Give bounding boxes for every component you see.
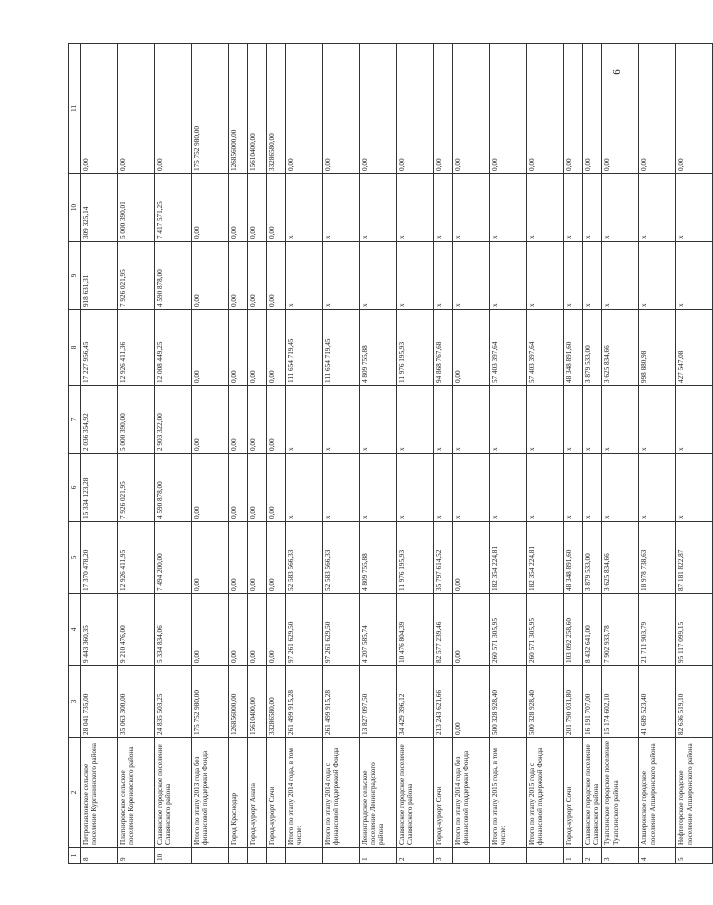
- value-cell: 0,00: [229, 242, 248, 310]
- value-cell: x: [583, 242, 602, 310]
- value-cell: x: [564, 386, 583, 454]
- value-cell: x: [527, 242, 564, 310]
- value-cell: 48 348 891,60: [564, 522, 583, 594]
- value-cell: x: [434, 174, 453, 242]
- value-cell: 0,00: [267, 454, 286, 522]
- value-cell: 7 494 200,00: [155, 522, 192, 594]
- value-cell: 4 809 755,88: [360, 310, 397, 386]
- row-number-cell: [192, 848, 229, 864]
- value-cell: x: [676, 242, 713, 310]
- value-cell: x: [323, 386, 360, 454]
- value-cell: x: [397, 386, 434, 454]
- value-cell: 7 417 571,25: [155, 174, 192, 242]
- header-cell: 7: [69, 386, 81, 454]
- value-cell: x: [323, 454, 360, 522]
- header-cell: 8: [69, 310, 81, 386]
- value-cell: 0,00: [267, 386, 286, 454]
- table-row: [118, 44, 155, 864]
- value-cell: x: [453, 174, 490, 242]
- value-cell: 3 625 834,66: [602, 522, 639, 594]
- value-cell: x: [434, 386, 453, 454]
- value-cell: 0,00: [248, 454, 267, 522]
- value-cell: 182 354 224,81: [527, 522, 564, 594]
- value-cell: 103 092 258,60: [564, 594, 583, 666]
- value-cell: x: [583, 386, 602, 454]
- page-number: 6: [610, 69, 623, 75]
- row-label-cell: Славянское городское поселение Славянского района: [397, 738, 434, 848]
- row-label-cell: Итого по этапу 2014 года, в том числе:: [286, 738, 323, 848]
- value-cell: x: [602, 174, 639, 242]
- value-cell: 0,00: [248, 594, 267, 666]
- value-cell: 0,00: [248, 174, 267, 242]
- value-cell: 4 590 878,00: [155, 242, 192, 310]
- value-cell: x: [639, 386, 676, 454]
- value-cell: 261 499 915,28: [286, 666, 323, 738]
- row-number-cell: [229, 848, 248, 864]
- value-cell: 7 902 933,78: [602, 594, 639, 666]
- table-row: [602, 44, 639, 864]
- value-cell: 0,00: [229, 174, 248, 242]
- value-cell: 111 654 719,45: [323, 310, 360, 386]
- row-number-cell: 1: [564, 848, 583, 864]
- value-cell: 0,00: [229, 594, 248, 666]
- rotated-table-container: [68, 44, 694, 864]
- value-cell: 9 443 360,35: [81, 594, 118, 666]
- value-cell: 3 625 834,66: [602, 310, 639, 386]
- value-cell: x: [527, 454, 564, 522]
- row-label-cell: Город Краснодар: [229, 738, 248, 848]
- value-cell: 34 429 396,12: [397, 666, 434, 738]
- value-cell: x: [583, 454, 602, 522]
- row-label-cell: Город-курорт Сочи: [564, 738, 583, 848]
- value-cell: 175 752 980,00: [192, 666, 229, 738]
- row-label-cell: Туапсинское городское поселение Туапсинского района: [602, 738, 639, 848]
- value-cell: 0,00: [453, 310, 490, 386]
- table-row: [490, 44, 527, 864]
- row-number-cell: [248, 848, 267, 864]
- value-cell: 126856000,00: [229, 44, 248, 174]
- value-cell: 7 926 021,95: [118, 242, 155, 310]
- value-cell: 12 926 411,36: [118, 310, 155, 386]
- row-label-cell: Петропавловское сельское поселение Курганинского района: [81, 738, 118, 848]
- value-cell: 35 797 614,52: [434, 522, 453, 594]
- row-number-cell: [267, 848, 286, 864]
- table-row: [248, 44, 267, 864]
- value-cell: 16 191 707,00: [583, 666, 602, 738]
- value-cell: 918 631,31: [81, 242, 118, 310]
- value-cell: x: [490, 174, 527, 242]
- value-cell: 2 903 322,00: [155, 386, 192, 454]
- header-cell: 5: [69, 522, 81, 594]
- value-cell: 0,00: [267, 174, 286, 242]
- value-cell: x: [639, 242, 676, 310]
- value-cell: 24 835 503,25: [155, 666, 192, 738]
- value-cell: 15 174 602,10: [602, 666, 639, 738]
- value-cell: x: [453, 454, 490, 522]
- value-cell: 213 243 621,66: [434, 666, 453, 738]
- table-row: [229, 44, 248, 864]
- value-cell: x: [453, 386, 490, 454]
- value-cell: 5 000 390,01: [118, 174, 155, 242]
- value-cell: 260 571 305,95: [490, 594, 527, 666]
- row-label-cell: Город-курорт Анапа: [248, 738, 267, 848]
- row-label-cell: Итого по этапу 2014 года с финансовой поддержкой Фонда: [323, 738, 360, 848]
- row-label-cell: Итого по этапу 2013 года без финансовой поддержки Фонда: [192, 738, 229, 848]
- value-cell: 21 711 903,79: [639, 594, 676, 666]
- value-cell: 0,00: [229, 522, 248, 594]
- row-label-cell: Город-курорт Сочи: [434, 738, 453, 848]
- value-cell: 0,00: [286, 44, 323, 174]
- table-row: [286, 44, 323, 864]
- table-row: [360, 44, 397, 864]
- value-cell: 0,00: [155, 44, 192, 174]
- value-cell: 998 880,98: [639, 310, 676, 386]
- value-cell: x: [602, 242, 639, 310]
- value-cell: 97 261 629,50: [323, 594, 360, 666]
- value-cell: 111 654 719,45: [286, 310, 323, 386]
- table-row: [397, 44, 434, 864]
- row-number-cell: 5: [676, 848, 713, 864]
- value-cell: x: [323, 174, 360, 242]
- value-cell: 33286580,00: [267, 666, 286, 738]
- value-cell: x: [602, 454, 639, 522]
- value-cell: 0,00: [602, 44, 639, 174]
- value-cell: 15 334 123,28: [81, 454, 118, 522]
- value-cell: 0,00: [192, 454, 229, 522]
- value-cell: 0,00: [323, 44, 360, 174]
- header-cell: 6: [69, 454, 81, 522]
- value-cell: 5 000 390,00: [118, 386, 155, 454]
- value-cell: 11 976 195,93: [397, 310, 434, 386]
- value-cell: x: [360, 174, 397, 242]
- value-cell: 0,00: [229, 386, 248, 454]
- row-number-cell: 3: [602, 848, 639, 864]
- value-cell: 0,00: [267, 522, 286, 594]
- value-cell: 82 577 239,46: [434, 594, 453, 666]
- row-label-cell: Итого по этапу 2015 года с финансовой поддержкой Фонда: [527, 738, 564, 848]
- value-cell: 15610400,00: [248, 44, 267, 174]
- value-cell: 0,00: [229, 454, 248, 522]
- value-cell: 0,00: [267, 594, 286, 666]
- value-cell: 57 403 397,64: [527, 310, 564, 386]
- row-number-cell: [490, 848, 527, 864]
- value-cell: 0,00: [267, 310, 286, 386]
- value-cell: 0,00: [192, 522, 229, 594]
- value-cell: 33286580,00: [267, 44, 286, 174]
- value-cell: x: [360, 242, 397, 310]
- row-label-cell: Апшеронское городское поселение Апшеронского района: [639, 738, 676, 848]
- value-cell: 28 041 735,00: [81, 666, 118, 738]
- value-cell: 427 547,08: [676, 310, 713, 386]
- value-cell: 4 809 755,88: [360, 522, 397, 594]
- value-cell: 11 976 195,93: [397, 522, 434, 594]
- value-cell: 0,00: [267, 242, 286, 310]
- table-row: [267, 44, 286, 864]
- value-cell: 4 590 878,00: [155, 454, 192, 522]
- value-cell: 94 868 767,68: [434, 310, 453, 386]
- value-cell: 0,00: [192, 386, 229, 454]
- table-row: [192, 44, 229, 864]
- value-cell: 35 063 300,00: [118, 666, 155, 738]
- value-cell: 261 499 915,28: [323, 666, 360, 738]
- row-label-cell: Платнировское сельское поселение Кореновского района: [118, 738, 155, 848]
- table-row: [323, 44, 360, 864]
- header-row: [69, 44, 81, 864]
- value-cell: 0,00: [676, 44, 713, 174]
- table-row: [434, 44, 453, 864]
- header-cell: 1: [69, 848, 81, 864]
- value-cell: 4 207 585,74: [360, 594, 397, 666]
- value-cell: 0,00: [583, 44, 602, 174]
- row-number-cell: 4: [639, 848, 676, 864]
- value-cell: x: [490, 386, 527, 454]
- value-cell: x: [564, 242, 583, 310]
- table-row: [639, 44, 676, 864]
- value-cell: 0,00: [118, 44, 155, 174]
- header-cell: 3: [69, 666, 81, 738]
- value-cell: 182 354 224,81: [490, 522, 527, 594]
- value-cell: 13 827 097,50: [360, 666, 397, 738]
- table-row: [155, 44, 192, 864]
- value-cell: 15610400,00: [248, 666, 267, 738]
- value-cell: 175 752 980,00: [192, 44, 229, 174]
- value-cell: x: [490, 454, 527, 522]
- value-cell: x: [397, 454, 434, 522]
- value-cell: 0,00: [490, 44, 527, 174]
- value-cell: 0,00: [192, 310, 229, 386]
- value-cell: 8 432 641,00: [583, 594, 602, 666]
- value-cell: 126856000,00: [229, 666, 248, 738]
- value-cell: x: [286, 386, 323, 454]
- value-cell: 3 879 533,00: [583, 310, 602, 386]
- row-number-cell: 3: [434, 848, 453, 864]
- value-cell: 48 348 891,60: [564, 310, 583, 386]
- value-cell: 500 328 928,40: [527, 666, 564, 738]
- value-cell: x: [564, 174, 583, 242]
- value-cell: x: [676, 174, 713, 242]
- row-number-cell: [453, 848, 490, 864]
- value-cell: 9 210 476,00: [118, 594, 155, 666]
- value-cell: x: [286, 454, 323, 522]
- row-label-cell: Славянское городское поселение Славянского района: [583, 738, 602, 848]
- value-cell: x: [397, 174, 434, 242]
- value-cell: x: [434, 242, 453, 310]
- value-cell: 0,00: [192, 594, 229, 666]
- value-cell: 12 008 449,25: [155, 310, 192, 386]
- row-label-cell: Итого по этапу 2014 года без финансовой поддержки Фонда: [453, 738, 490, 848]
- header-cell: 9: [69, 242, 81, 310]
- value-cell: x: [639, 454, 676, 522]
- value-cell: x: [286, 174, 323, 242]
- value-cell: 5 334 834,06: [155, 594, 192, 666]
- value-cell: x: [527, 386, 564, 454]
- table-row: [453, 44, 490, 864]
- value-cell: x: [527, 174, 564, 242]
- value-cell: 0,00: [397, 44, 434, 174]
- value-cell: 7 926 021,95: [118, 454, 155, 522]
- value-cell: 2 036 354,92: [81, 386, 118, 454]
- value-cell: x: [286, 242, 323, 310]
- row-number-cell: [323, 848, 360, 864]
- row-number-cell: 2: [397, 848, 434, 864]
- value-cell: 57 403 397,64: [490, 310, 527, 386]
- value-cell: 0,00: [248, 522, 267, 594]
- value-cell: 0,00: [229, 310, 248, 386]
- value-cell: x: [434, 454, 453, 522]
- header-cell: 4: [69, 594, 81, 666]
- value-cell: 0,00: [453, 594, 490, 666]
- value-cell: 95 117 099,15: [676, 594, 713, 666]
- value-cell: 0,00: [453, 666, 490, 738]
- row-number-cell: [527, 848, 564, 864]
- value-cell: x: [323, 242, 360, 310]
- value-cell: 0,00: [192, 242, 229, 310]
- value-cell: 0,00: [453, 44, 490, 174]
- value-cell: 18 978 738,63: [639, 522, 676, 594]
- value-cell: 87 181 822,87: [676, 522, 713, 594]
- value-cell: 0,00: [434, 44, 453, 174]
- row-number-cell: 10: [155, 848, 192, 864]
- row-number-cell: 2: [583, 848, 602, 864]
- value-cell: 52 583 566,33: [323, 522, 360, 594]
- value-cell: 0,00: [248, 310, 267, 386]
- value-cell: x: [676, 454, 713, 522]
- header-cell: 2: [69, 738, 81, 848]
- table-row: [81, 44, 118, 864]
- program-data-table: [68, 43, 713, 864]
- value-cell: x: [360, 386, 397, 454]
- value-cell: 0,00: [81, 44, 118, 174]
- value-cell: x: [602, 386, 639, 454]
- value-cell: x: [564, 454, 583, 522]
- value-cell: x: [360, 454, 397, 522]
- value-cell: 0,00: [564, 44, 583, 174]
- header-cell: 11: [69, 44, 81, 174]
- row-number-cell: 9: [118, 848, 155, 864]
- value-cell: 3 879 533,00: [583, 522, 602, 594]
- row-number-cell: 1: [360, 848, 397, 864]
- value-cell: 12 926 411,95: [118, 522, 155, 594]
- row-number-cell: 8: [81, 848, 118, 864]
- value-cell: 52 583 566,33: [286, 522, 323, 594]
- value-cell: 0,00: [360, 44, 397, 174]
- table-row: [583, 44, 602, 864]
- row-number-cell: [286, 848, 323, 864]
- value-cell: x: [676, 386, 713, 454]
- table-row: [676, 44, 713, 864]
- table-row: [564, 44, 583, 864]
- header-cell: 10: [69, 174, 81, 242]
- value-cell: x: [490, 242, 527, 310]
- value-cell: 41 689 523,40: [639, 666, 676, 738]
- value-cell: 10 476 804,39: [397, 594, 434, 666]
- row-label-cell: Славянское городское поселение Славянского района: [155, 738, 192, 848]
- value-cell: 0,00: [248, 386, 267, 454]
- table-row: [527, 44, 564, 864]
- value-cell: 0,00: [453, 522, 490, 594]
- row-label-cell: Ленинградское сельское поселение Ленинградского района: [360, 738, 397, 848]
- value-cell: 17 227 956,45: [81, 310, 118, 386]
- value-cell: x: [639, 174, 676, 242]
- value-cell: 82 636 519,10: [676, 666, 713, 738]
- value-cell: 0,00: [527, 44, 564, 174]
- row-label-cell: Нефтегорское городское поселение Апшеронского района: [676, 738, 713, 848]
- value-cell: 0,00: [639, 44, 676, 174]
- value-cell: 0,00: [248, 242, 267, 310]
- value-cell: 201 790 031,80: [564, 666, 583, 738]
- value-cell: 500 328 928,40: [490, 666, 527, 738]
- value-cell: 17 370 478,20: [81, 522, 118, 594]
- row-label-cell: Город-курорт Сочи: [267, 738, 286, 848]
- value-cell: x: [583, 174, 602, 242]
- row-label-cell: Итого по этапу 2015 года, в том числе:: [490, 738, 527, 848]
- table-body: [69, 44, 713, 864]
- value-cell: x: [397, 242, 434, 310]
- value-cell: 97 261 629,50: [286, 594, 323, 666]
- value-cell: 260 571 305,95: [527, 594, 564, 666]
- value-cell: 309 325,14: [81, 174, 118, 242]
- value-cell: 0,00: [192, 174, 229, 242]
- value-cell: x: [453, 242, 490, 310]
